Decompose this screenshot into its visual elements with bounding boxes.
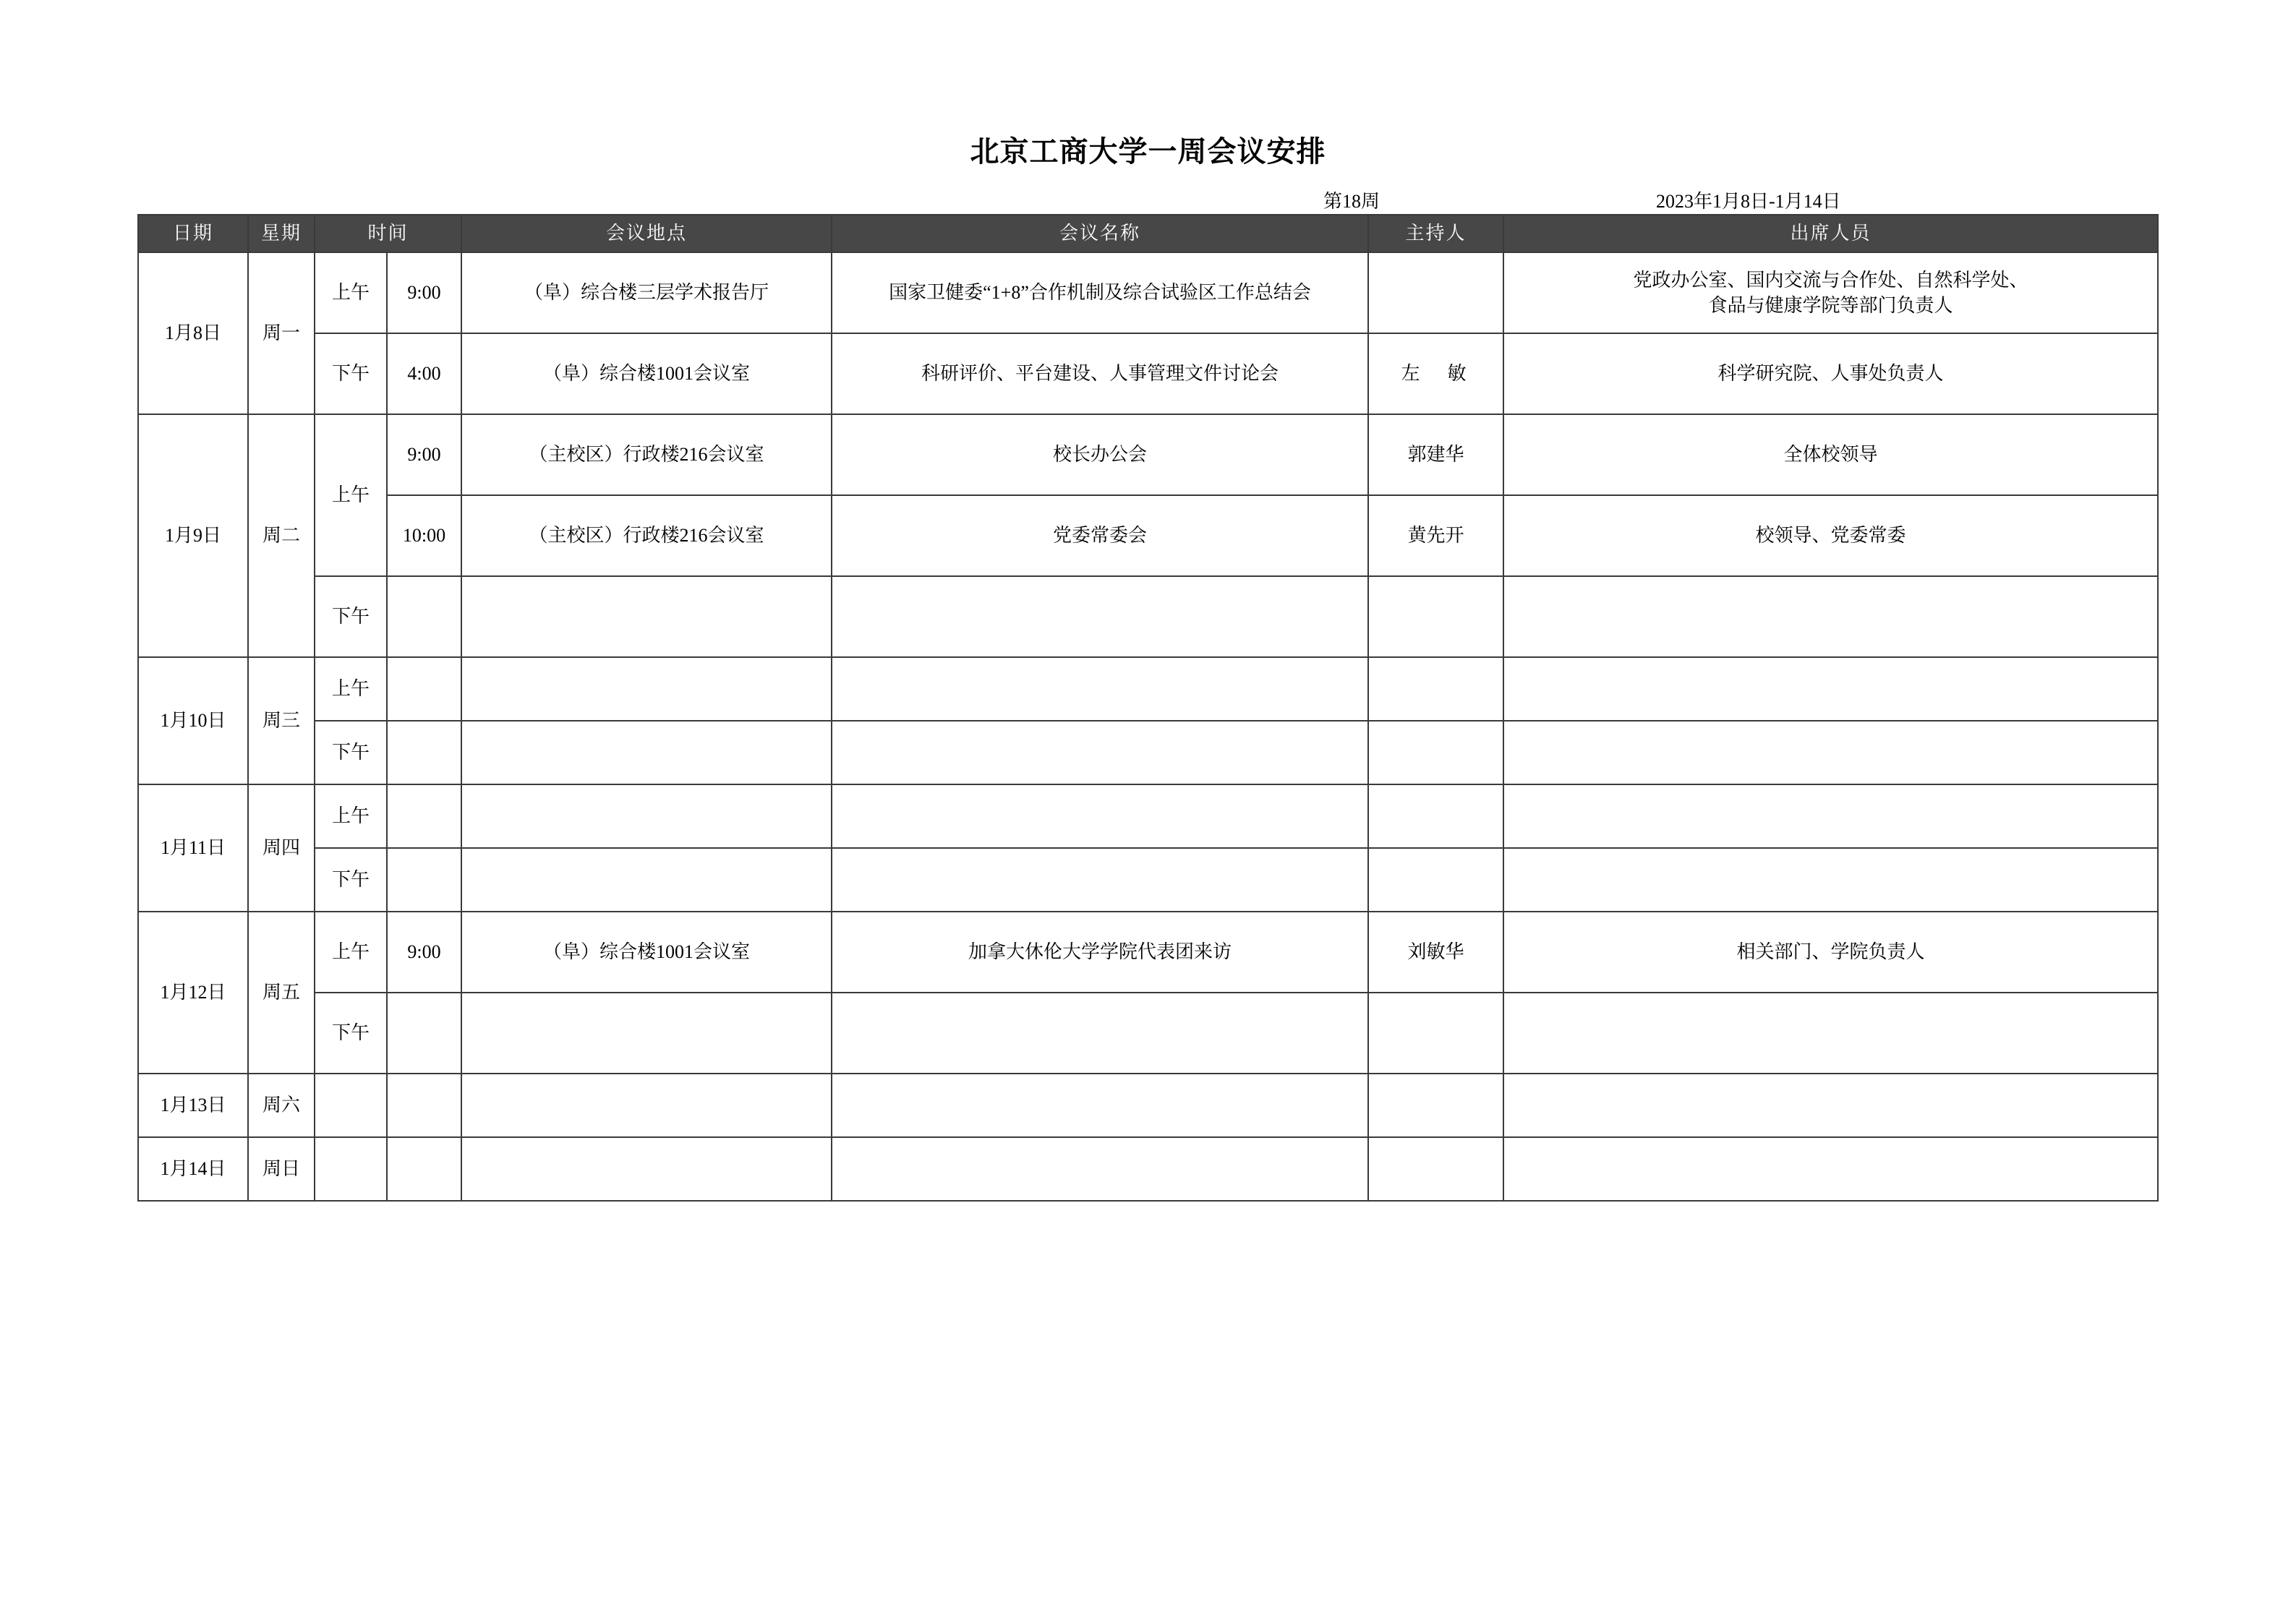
cell-host: [1368, 784, 1503, 848]
cell-weekday: 周四: [248, 784, 315, 912]
page-title: 北京工商大学一周会议安排: [970, 135, 1326, 168]
cell-weekday: 周六: [248, 1074, 315, 1137]
table-row: [138, 657, 2158, 721]
table-row: [138, 912, 2158, 993]
cell-time: [387, 1137, 461, 1201]
cell-half-day: [315, 1137, 387, 1201]
cell-place: [461, 721, 832, 784]
column-header-date: 日期: [138, 215, 248, 252]
cell-place: [461, 848, 832, 912]
cell-meeting-name: 科研评价、平台建设、人事管理文件讨论会: [832, 333, 1368, 414]
cell-time: [387, 848, 461, 912]
cell-place: （阜）综合楼1001会议室: [461, 333, 832, 414]
column-header-time: 时间: [315, 215, 461, 252]
cell-attendees: [1503, 784, 2158, 848]
table-row: [138, 784, 2158, 848]
cell-half-day: 下午: [315, 576, 387, 657]
cell-host: [1368, 993, 1503, 1074]
cell-half-day: 上午: [315, 784, 387, 848]
column-header-place: 会议地点: [461, 215, 832, 252]
cell-host: [1368, 721, 1503, 784]
cell-attendees: 全体校领导: [1503, 414, 2158, 495]
cell-weekday: 周一: [248, 252, 315, 414]
cell-attendees: [1503, 657, 2158, 721]
cell-host: [1368, 576, 1503, 657]
cell-attendees: [1503, 252, 2158, 333]
cell-date: 1月9日: [138, 414, 248, 657]
cell-place: [461, 993, 832, 1074]
cell-half-day: 上午: [315, 912, 387, 993]
attendees-line-2: 食品与健康学院等部门负责人: [1708, 295, 1953, 316]
column-header-attendees: 出席人员: [1503, 215, 2158, 252]
table-row: [138, 576, 2158, 657]
cell-host: [1368, 657, 1503, 721]
cell-meeting-name: [832, 784, 1368, 848]
cell-place: [461, 657, 832, 721]
cell-time: 10:00: [387, 495, 461, 576]
cell-host: [1368, 1137, 1503, 1201]
table-header-row: [138, 215, 2158, 252]
cell-date: 1月13日: [138, 1074, 248, 1137]
cell-half-day: 下午: [315, 848, 387, 912]
cell-weekday: 周三: [248, 657, 315, 784]
cell-host: [1368, 848, 1503, 912]
table-row: [138, 252, 2158, 333]
week-number: 第18周: [1323, 191, 1380, 212]
cell-meeting-name: [832, 657, 1368, 721]
cell-meeting-name: 加拿大休伦大学学院代表团来访: [832, 912, 1368, 993]
cell-time: 4:00: [387, 333, 461, 414]
cell-place: [461, 1137, 832, 1201]
cell-meeting-name: 党委常委会: [832, 495, 1368, 576]
cell-date: 1月8日: [138, 252, 248, 414]
cell-date: 1月12日: [138, 912, 248, 1074]
cell-place: [461, 1074, 832, 1137]
cell-half-day: 下午: [315, 993, 387, 1074]
cell-host: 刘敏华: [1368, 912, 1503, 993]
cell-host: 黄先开: [1368, 495, 1503, 576]
table-row: [138, 721, 2158, 784]
table-row: [138, 333, 2158, 414]
table-row: [138, 993, 2158, 1074]
attendees-line-1: 党政办公室、国内交流与合作处、自然科学处、: [1633, 269, 2028, 291]
cell-time: 9:00: [387, 912, 461, 993]
cell-half-day: 上午: [315, 414, 387, 576]
cell-meeting-name: 校长办公会: [832, 414, 1368, 495]
column-header-host: 主持人: [1368, 215, 1503, 252]
cell-host: [1368, 252, 1503, 333]
cell-time: [387, 993, 461, 1074]
cell-date: 1月10日: [138, 657, 248, 784]
cell-meeting-name: [832, 1074, 1368, 1137]
cell-attendees: [1503, 1137, 2158, 1201]
cell-attendees: [1503, 721, 2158, 784]
meeting-schedule-table: [137, 214, 2159, 1202]
cell-meeting-name: [832, 993, 1368, 1074]
cell-attendees: 校领导、党委常委: [1503, 495, 2158, 576]
cell-host: [1368, 1074, 1503, 1137]
cell-half-day: 下午: [315, 333, 387, 414]
cell-meeting-name: 国家卫健委“1+8”合作机制及综合试验区工作总结会: [832, 252, 1368, 333]
cell-meeting-name: [832, 721, 1368, 784]
cell-attendees: [1503, 576, 2158, 657]
cell-place: （主校区）行政楼216会议室: [461, 414, 832, 495]
table-row: [138, 495, 2158, 576]
table-row: [138, 414, 2158, 495]
cell-attendees: [1503, 848, 2158, 912]
cell-half-day: 下午: [315, 721, 387, 784]
cell-place: （阜）综合楼1001会议室: [461, 912, 832, 993]
cell-date: 1月11日: [138, 784, 248, 912]
cell-half-day: 上午: [315, 252, 387, 333]
table-row: [138, 1137, 2158, 1201]
cell-time: [387, 1074, 461, 1137]
cell-place: （阜）综合楼三层学术报告厅: [461, 252, 832, 333]
cell-half-day: 上午: [315, 657, 387, 721]
cell-place: （主校区）行政楼216会议室: [461, 495, 832, 576]
cell-host: 左 敏: [1368, 333, 1503, 414]
table-row: [138, 1074, 2158, 1137]
cell-place: [461, 576, 832, 657]
cell-time: 9:00: [387, 252, 461, 333]
cell-place: [461, 784, 832, 848]
cell-half-day: [315, 1074, 387, 1137]
column-header-weekday: 星期: [248, 215, 315, 252]
cell-date: 1月14日: [138, 1137, 248, 1201]
cell-weekday: 周五: [248, 912, 315, 1074]
table-row: [138, 848, 2158, 912]
cell-time: [387, 657, 461, 721]
cell-weekday: 周日: [248, 1137, 315, 1201]
subheader: [137, 187, 2155, 211]
cell-meeting-name: [832, 1137, 1368, 1201]
cell-attendees: [1503, 1074, 2158, 1137]
cell-weekday: 周二: [248, 414, 315, 657]
cell-time: [387, 721, 461, 784]
cell-attendees: 科学研究院、人事处负责人: [1503, 333, 2158, 414]
cell-attendees: 相关部门、学院负责人: [1503, 912, 2158, 993]
cell-meeting-name: [832, 848, 1368, 912]
cell-time: [387, 576, 461, 657]
cell-time: 9:00: [387, 414, 461, 495]
cell-time: [387, 784, 461, 848]
cell-meeting-name: [832, 576, 1368, 657]
date-range: 2023年1月8日-1月14日: [1656, 191, 1841, 212]
cell-attendees: [1503, 993, 2158, 1074]
column-header-meeting-name: 会议名称: [832, 215, 1368, 252]
cell-host: 郭建华: [1368, 414, 1503, 495]
